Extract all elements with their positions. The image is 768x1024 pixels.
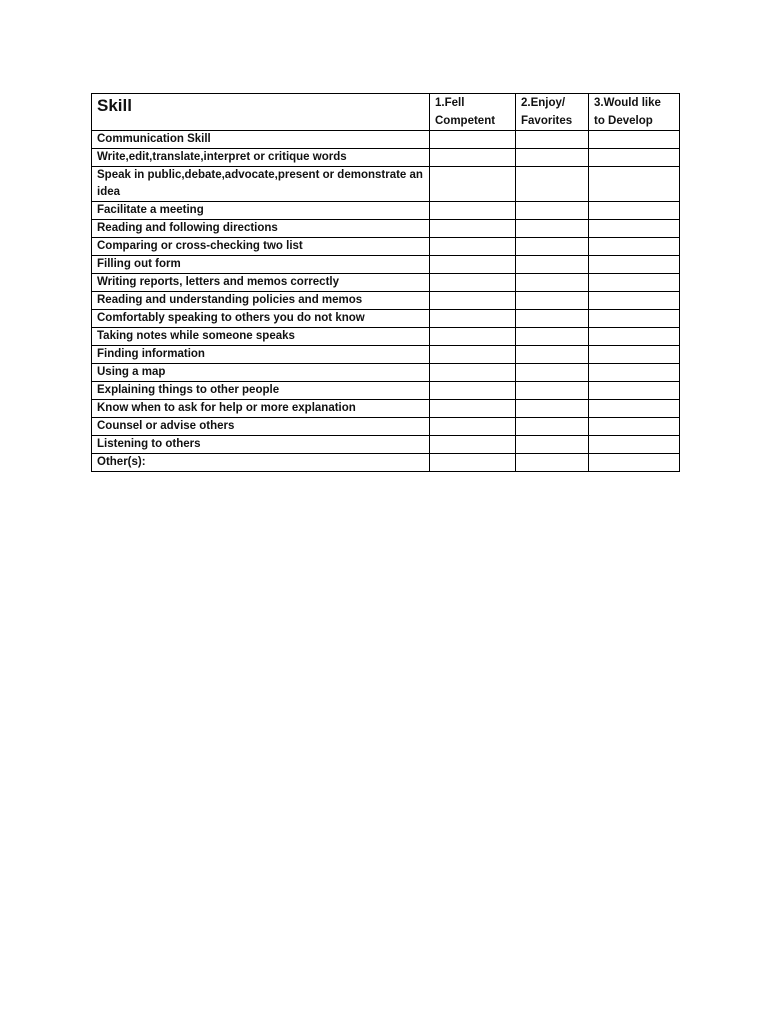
checkbox-cell-enjoy[interactable] <box>516 328 589 346</box>
skill-name-cell: Writing reports, letters and memos correctly <box>92 274 430 292</box>
checkbox-cell-develop[interactable] <box>589 167 680 202</box>
checkbox-cell-develop[interactable] <box>589 364 680 382</box>
column-header-competent <box>430 94 516 131</box>
checkbox-cell-competent[interactable] <box>430 131 516 149</box>
skill-name-cell: Facilitate a meeting <box>92 202 430 220</box>
skill-name-cell: Taking notes while someone speaks <box>92 328 430 346</box>
table-row <box>92 310 680 328</box>
checkbox-cell-develop[interactable] <box>589 418 680 436</box>
checkbox-cell-develop[interactable] <box>589 202 680 220</box>
checkbox-cell-enjoy[interactable] <box>516 382 589 400</box>
checkbox-cell-enjoy[interactable] <box>516 131 589 149</box>
skills-checklist-table <box>91 93 680 472</box>
column-header-line: Competent <box>435 115 496 127</box>
skill-name-cell: Listening to others <box>92 436 430 454</box>
checkbox-cell-develop[interactable] <box>589 328 680 346</box>
checkbox-cell-competent[interactable] <box>430 382 516 400</box>
table-row <box>92 292 680 310</box>
skill-name-cell: Other(s): <box>92 454 430 472</box>
checkbox-cell-develop[interactable] <box>589 149 680 167</box>
checkbox-cell-competent[interactable] <box>430 274 516 292</box>
checkbox-cell-develop[interactable] <box>589 436 680 454</box>
checkbox-cell-competent[interactable] <box>430 364 516 382</box>
table-row <box>92 382 680 400</box>
table-row <box>92 364 680 382</box>
skill-name-cell: Reading and understanding policies and memos <box>92 292 430 310</box>
column-header-develop <box>589 94 680 131</box>
checkbox-cell-develop[interactable] <box>589 131 680 149</box>
checkbox-cell-develop[interactable] <box>589 400 680 418</box>
column-header-line: 1.Fell <box>435 97 465 109</box>
checkbox-cell-develop[interactable] <box>589 346 680 364</box>
skill-name-cell: Write,edit,translate,interpret or critique words <box>92 149 430 167</box>
checkbox-cell-enjoy[interactable] <box>516 202 589 220</box>
skill-name-cell: Finding information <box>92 346 430 364</box>
skill-name-cell: Comfortably speaking to others you do not know <box>92 310 430 328</box>
section-heading-cell: Communication Skill <box>92 131 430 149</box>
table-row <box>92 328 680 346</box>
skill-name-cell: Know when to ask for help or more explanation <box>92 400 430 418</box>
checkbox-cell-enjoy[interactable] <box>516 400 589 418</box>
checkbox-cell-enjoy[interactable] <box>516 167 589 202</box>
table-row <box>92 167 680 202</box>
skill-name-cell: Comparing or cross-checking two list <box>92 238 430 256</box>
checkbox-cell-develop[interactable] <box>589 256 680 274</box>
table-row <box>92 418 680 436</box>
checkbox-cell-enjoy[interactable] <box>516 346 589 364</box>
skills-table-body <box>92 131 680 472</box>
checkbox-cell-develop[interactable] <box>589 382 680 400</box>
checkbox-cell-competent[interactable] <box>430 238 516 256</box>
checkbox-cell-competent[interactable] <box>430 256 516 274</box>
checkbox-cell-develop[interactable] <box>589 220 680 238</box>
checkbox-cell-enjoy[interactable] <box>516 310 589 328</box>
checkbox-cell-enjoy[interactable] <box>516 149 589 167</box>
checkbox-cell-competent[interactable] <box>430 418 516 436</box>
checkbox-cell-develop[interactable] <box>589 310 680 328</box>
table-row <box>92 400 680 418</box>
checkbox-cell-enjoy[interactable] <box>516 454 589 472</box>
checkbox-cell-develop[interactable] <box>589 454 680 472</box>
checkbox-cell-develop[interactable] <box>589 238 680 256</box>
skill-name-cell: Speak in public,debate,advocate,present or demonstrate an idea <box>92 167 430 202</box>
table-row <box>92 202 680 220</box>
checkbox-cell-enjoy[interactable] <box>516 220 589 238</box>
table-row <box>92 346 680 364</box>
table-row <box>92 238 680 256</box>
checkbox-cell-competent[interactable] <box>430 328 516 346</box>
column-header-enjoy <box>516 94 589 131</box>
skill-column-header: Skill <box>92 94 430 131</box>
checkbox-cell-develop[interactable] <box>589 274 680 292</box>
checkbox-cell-competent[interactable] <box>430 220 516 238</box>
table-row <box>92 220 680 238</box>
checkbox-cell-enjoy[interactable] <box>516 274 589 292</box>
header-row <box>92 94 680 131</box>
table-row <box>92 454 680 472</box>
table-row <box>92 131 680 149</box>
checkbox-cell-competent[interactable] <box>430 149 516 167</box>
table-row <box>92 256 680 274</box>
checkbox-cell-competent[interactable] <box>430 400 516 418</box>
column-header-line: Favorites <box>521 115 573 127</box>
checkbox-cell-competent[interactable] <box>430 202 516 220</box>
checkbox-cell-competent[interactable] <box>430 436 516 454</box>
checkbox-cell-develop[interactable] <box>589 292 680 310</box>
table-row <box>92 274 680 292</box>
checkbox-cell-enjoy[interactable] <box>516 256 589 274</box>
column-header-line: to Develop <box>594 115 653 127</box>
column-header-line: 3.Would like <box>594 97 661 109</box>
skill-name-cell: Counsel or advise others <box>92 418 430 436</box>
table-row <box>92 436 680 454</box>
checkbox-cell-enjoy[interactable] <box>516 292 589 310</box>
checkbox-cell-enjoy[interactable] <box>516 418 589 436</box>
skill-name-cell: Explaining things to other people <box>92 382 430 400</box>
checkbox-cell-enjoy[interactable] <box>516 238 589 256</box>
checkbox-cell-enjoy[interactable] <box>516 364 589 382</box>
table-row <box>92 149 680 167</box>
column-header-line: 2.Enjoy/ <box>521 97 566 109</box>
checkbox-cell-competent[interactable] <box>430 310 516 328</box>
checkbox-cell-competent[interactable] <box>430 292 516 310</box>
checkbox-cell-competent[interactable] <box>430 454 516 472</box>
checkbox-cell-enjoy[interactable] <box>516 436 589 454</box>
skill-name-cell: Reading and following directions <box>92 220 430 238</box>
checkbox-cell-competent[interactable] <box>430 167 516 202</box>
skill-name-cell: Using a map <box>92 364 430 382</box>
skill-name-cell: Filling out form <box>92 256 430 274</box>
checkbox-cell-competent[interactable] <box>430 346 516 364</box>
